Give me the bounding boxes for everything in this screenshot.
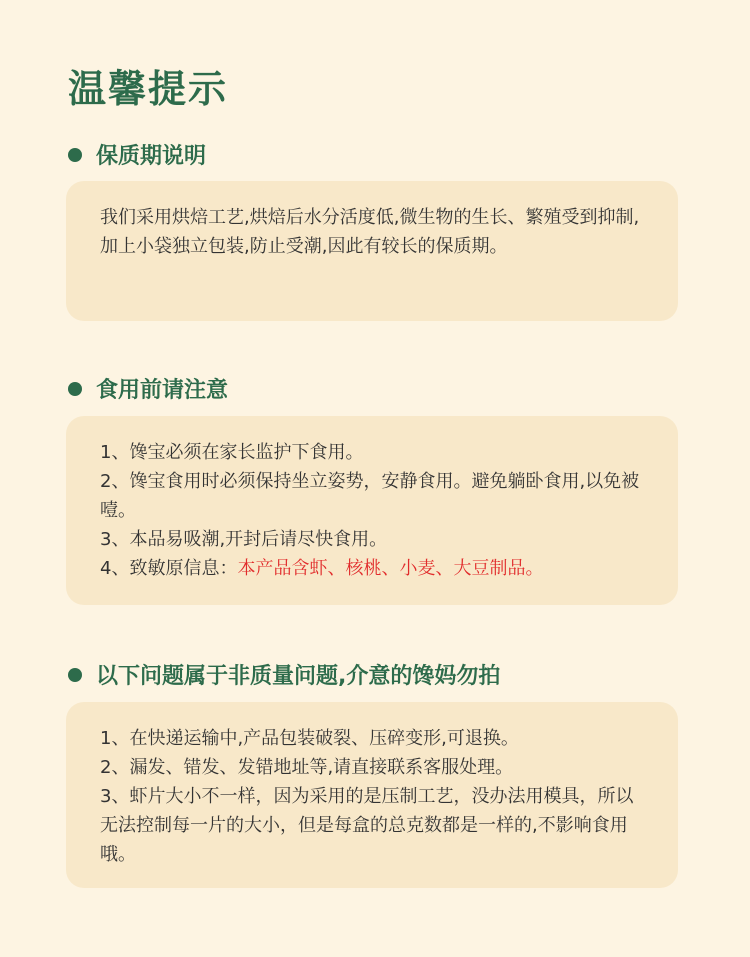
section-heading-label: 保质期说明 — [96, 144, 207, 169]
card-precautions — [66, 416, 678, 605]
card-non-quality-issues — [66, 702, 678, 888]
allergen-info — [100, 554, 646, 583]
allergen-list: 本产品含虾、核桃、小麦、大豆制品。 — [237, 558, 544, 579]
precaution-item: 2、馋宝食用时必须保持坐立姿势，安静食用。避免躺卧食用,以免被噎。 — [100, 471, 640, 521]
card-shelf-life — [66, 181, 678, 321]
bullet-dot-icon — [68, 668, 82, 682]
page-title: 温馨提示 — [68, 67, 229, 111]
issue-item: 2、漏发、错发、发错地址等,请直接联系客服处理。 — [100, 757, 514, 778]
bullet-dot-icon — [68, 148, 82, 162]
section-heading-shelf-life — [68, 139, 206, 170]
precaution-item: 3、本品易吸潮,开封后请尽快食用。 — [100, 529, 388, 550]
section-heading-label: 食用前请注意 — [96, 378, 229, 403]
section-heading-non-quality-issues — [68, 659, 500, 690]
issue-item: 1、在快递运输中,产品包装破裂、压碎变形,可退换。 — [100, 728, 519, 749]
card-text: 我们采用烘焙工艺,烘焙后水分活度低,微生物的生长、繁殖受到抑制,加上小袋独立包装,防止受潮,因此有较长的保质期。 — [100, 207, 640, 257]
precaution-item: 1、馋宝必须在家长监护下食用。 — [100, 442, 364, 463]
issue-item: 3、虾片大小不一样，因为采用的是压制工艺，没办法用模具，所以无法控制每一片的大小，但是每盒的总克数都是一样的,不影响食用哦。 — [100, 786, 634, 865]
allergen-label: 4、致敏原信息： — [100, 558, 238, 579]
section-heading-label: 以下问题属于非质量问题,介意的馋妈勿拍 — [96, 664, 501, 689]
section-heading-precautions — [68, 373, 228, 404]
bullet-dot-icon — [68, 382, 82, 396]
